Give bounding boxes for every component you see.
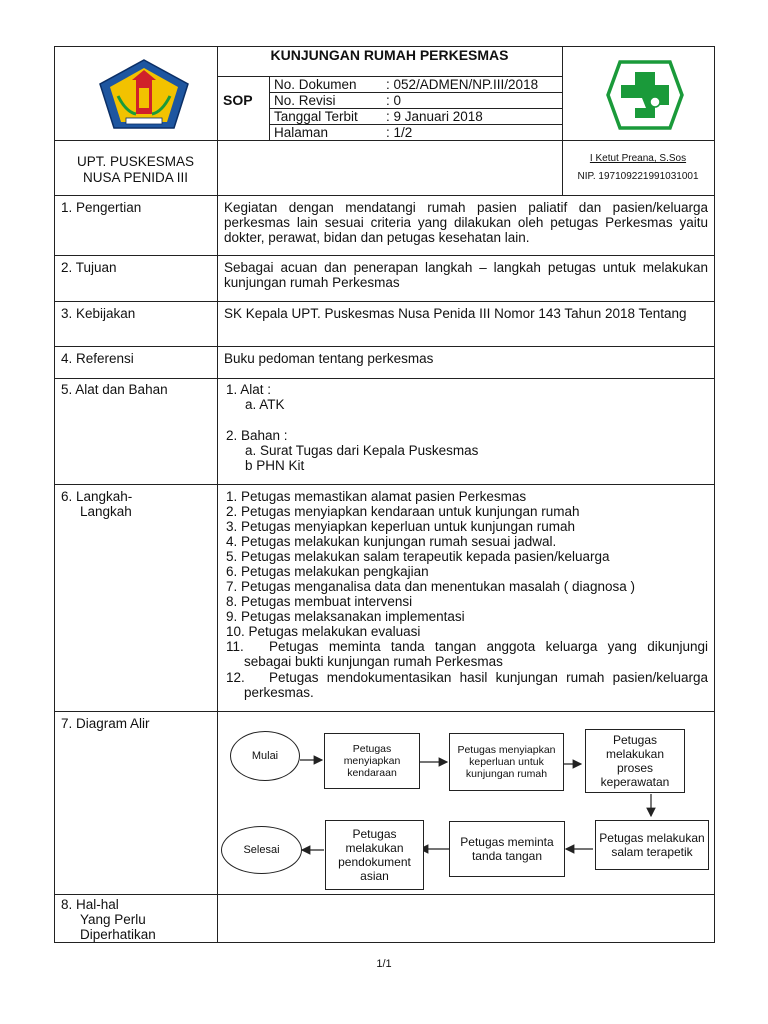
section-label-hal-hal-3: Diperhatikan — [80, 927, 156, 942]
flowchart-box: Petugas meminta tanda tangan — [449, 821, 565, 877]
step-11-number: 11. — [226, 639, 244, 654]
section-label-kebijakan: 3. Kebijakan — [61, 306, 136, 321]
section-divider — [54, 255, 714, 256]
referensi-text: Buku pedoman tentang perkesmas — [224, 351, 434, 366]
kebijakan-text: SK Kepala UPT. Puskesmas Nusa Penida III Nomor 143 Tahun 2018 Tentang — [224, 306, 687, 321]
flowchart-box: Petugas melakukan salam terapetik — [595, 820, 709, 870]
step-item: 2. Petugas menyiapkan kendaraan untuk kunjungan rumah — [226, 504, 580, 519]
section-label-pengertian: 1. Pengertian — [61, 200, 142, 215]
revision-value: : 0 — [386, 93, 402, 108]
flowchart-box: Petugas melakukan proses keperawatan — [585, 729, 685, 793]
doc-number-value: : 052/ADMEN/NP.III/2018 — [386, 77, 539, 92]
bahan-item: b PHN Kit — [245, 458, 305, 473]
issue-date-label: Tanggal Terbit — [274, 109, 358, 124]
section-label-referensi: 4. Referensi — [61, 351, 134, 366]
bahan-item: a. Surat Tugas dari Kepala Puskesmas — [245, 443, 479, 458]
page-value: : 1/2 — [386, 125, 413, 140]
step-item: 3. Petugas menyiapkan keperluan untuk kunjungan rumah — [226, 519, 575, 534]
section-label-alat-bahan: 5. Alat dan Bahan — [61, 382, 168, 397]
org-name-line1: UPT. PUSKESMAS — [76, 154, 195, 169]
step-12-text: Petugas mendokumentasikan hasil kunjungan rumah pasien/keluarga perkesmas. — [244, 670, 708, 700]
section-divider — [54, 484, 714, 485]
document-title: KUNJUNGAN RUMAH PERKESMAS — [270, 47, 509, 63]
section-divider — [54, 346, 714, 347]
signer-name: I Ketut Preana, S.Sos — [589, 153, 687, 164]
step-12-number: 12. — [226, 670, 245, 685]
sop-label: SOP — [223, 92, 253, 108]
signer-nip: NIP. 197109221991031001 — [577, 171, 699, 182]
step-11-text: Petugas meminta tanda tangan anggota keluarga yang dikunjungi sebagai bukti kunjungan rumah Perkesmas — [244, 639, 708, 669]
section-label-hal-hal-2: Yang Perlu — [80, 912, 146, 927]
tujuan-text: Sebagai acuan dan penerapan langkah – langkah petugas untuk melakukan kunjungan rumah Perkesmas — [224, 260, 708, 290]
table-border-right — [714, 46, 715, 943]
puskesmas-logo — [604, 58, 686, 132]
section-label-hal-hal: 8. Hal-hal — [61, 897, 119, 912]
step-item: 7. Petugas menganalisa data dan menentukan masalah ( diagnosa ) — [226, 579, 636, 594]
issue-date-value: : 9 Januari 2018 — [386, 109, 483, 124]
flowchart-box: Petugas melakukan pendokument asian — [325, 820, 424, 890]
step-item: 9. Petugas melaksanakan implementasi — [226, 609, 465, 624]
regency-emblem-logo — [96, 56, 192, 136]
section-label-langkah-2: Langkah — [80, 504, 132, 519]
section-label-diagram: 7. Diagram Alir — [61, 716, 150, 731]
step-item: 6. Petugas melakukan pengkajian — [226, 564, 429, 579]
section-divider — [54, 378, 714, 379]
alat-title: 1. Alat : — [226, 382, 272, 397]
flowchart-end: Selesai — [221, 826, 302, 874]
revision-label: No. Revisi — [274, 93, 336, 108]
header-divider — [54, 140, 714, 141]
section-label-tujuan: 2. Tujuan — [61, 260, 117, 275]
section-divider — [54, 894, 714, 895]
section-divider — [54, 301, 714, 302]
table-border-bottom — [54, 942, 714, 943]
step-item: 1. Petugas memastikan alamat pasien Perkesmas — [226, 489, 527, 504]
step-item: 4. Petugas melakukan kunjungan rumah sesuai jadwal. — [226, 534, 557, 549]
flowchart-box: Petugas menyiapkan keperluan untuk kunjungan rumah — [449, 733, 564, 791]
flowchart-box: Petugas menyiapkan kendaraan — [324, 733, 420, 789]
step-item: 10. Petugas melakukan evaluasi — [226, 624, 421, 639]
step-item: 5. Petugas melakukan salam terapeutik kepada pasien/keluarga — [226, 549, 610, 564]
bahan-title: 2. Bahan : — [226, 428, 288, 443]
section-label-langkah: 6. Langkah- — [61, 489, 133, 504]
page-label: Halaman — [274, 125, 329, 140]
flowchart-start: Mulai — [230, 731, 300, 781]
pengertian-text: Kegiatan dengan mendatangi rumah pasien paliatif dan pasien/keluarga perkesmas lain sesuai criteria yang dilakukan oleh petugas Perkesmas yaitu dokter, perawat, bidan dan petugas kesehatan lain. — [224, 200, 708, 245]
section-divider — [54, 195, 714, 196]
alat-item: a. ATK — [245, 397, 285, 412]
doc-number-label: No. Dokumen — [274, 77, 357, 92]
page-number: 1/1 — [376, 958, 392, 970]
step-item: 8. Petugas membuat intervensi — [226, 594, 413, 609]
org-name-line2: NUSA PENIDA III — [82, 170, 189, 185]
